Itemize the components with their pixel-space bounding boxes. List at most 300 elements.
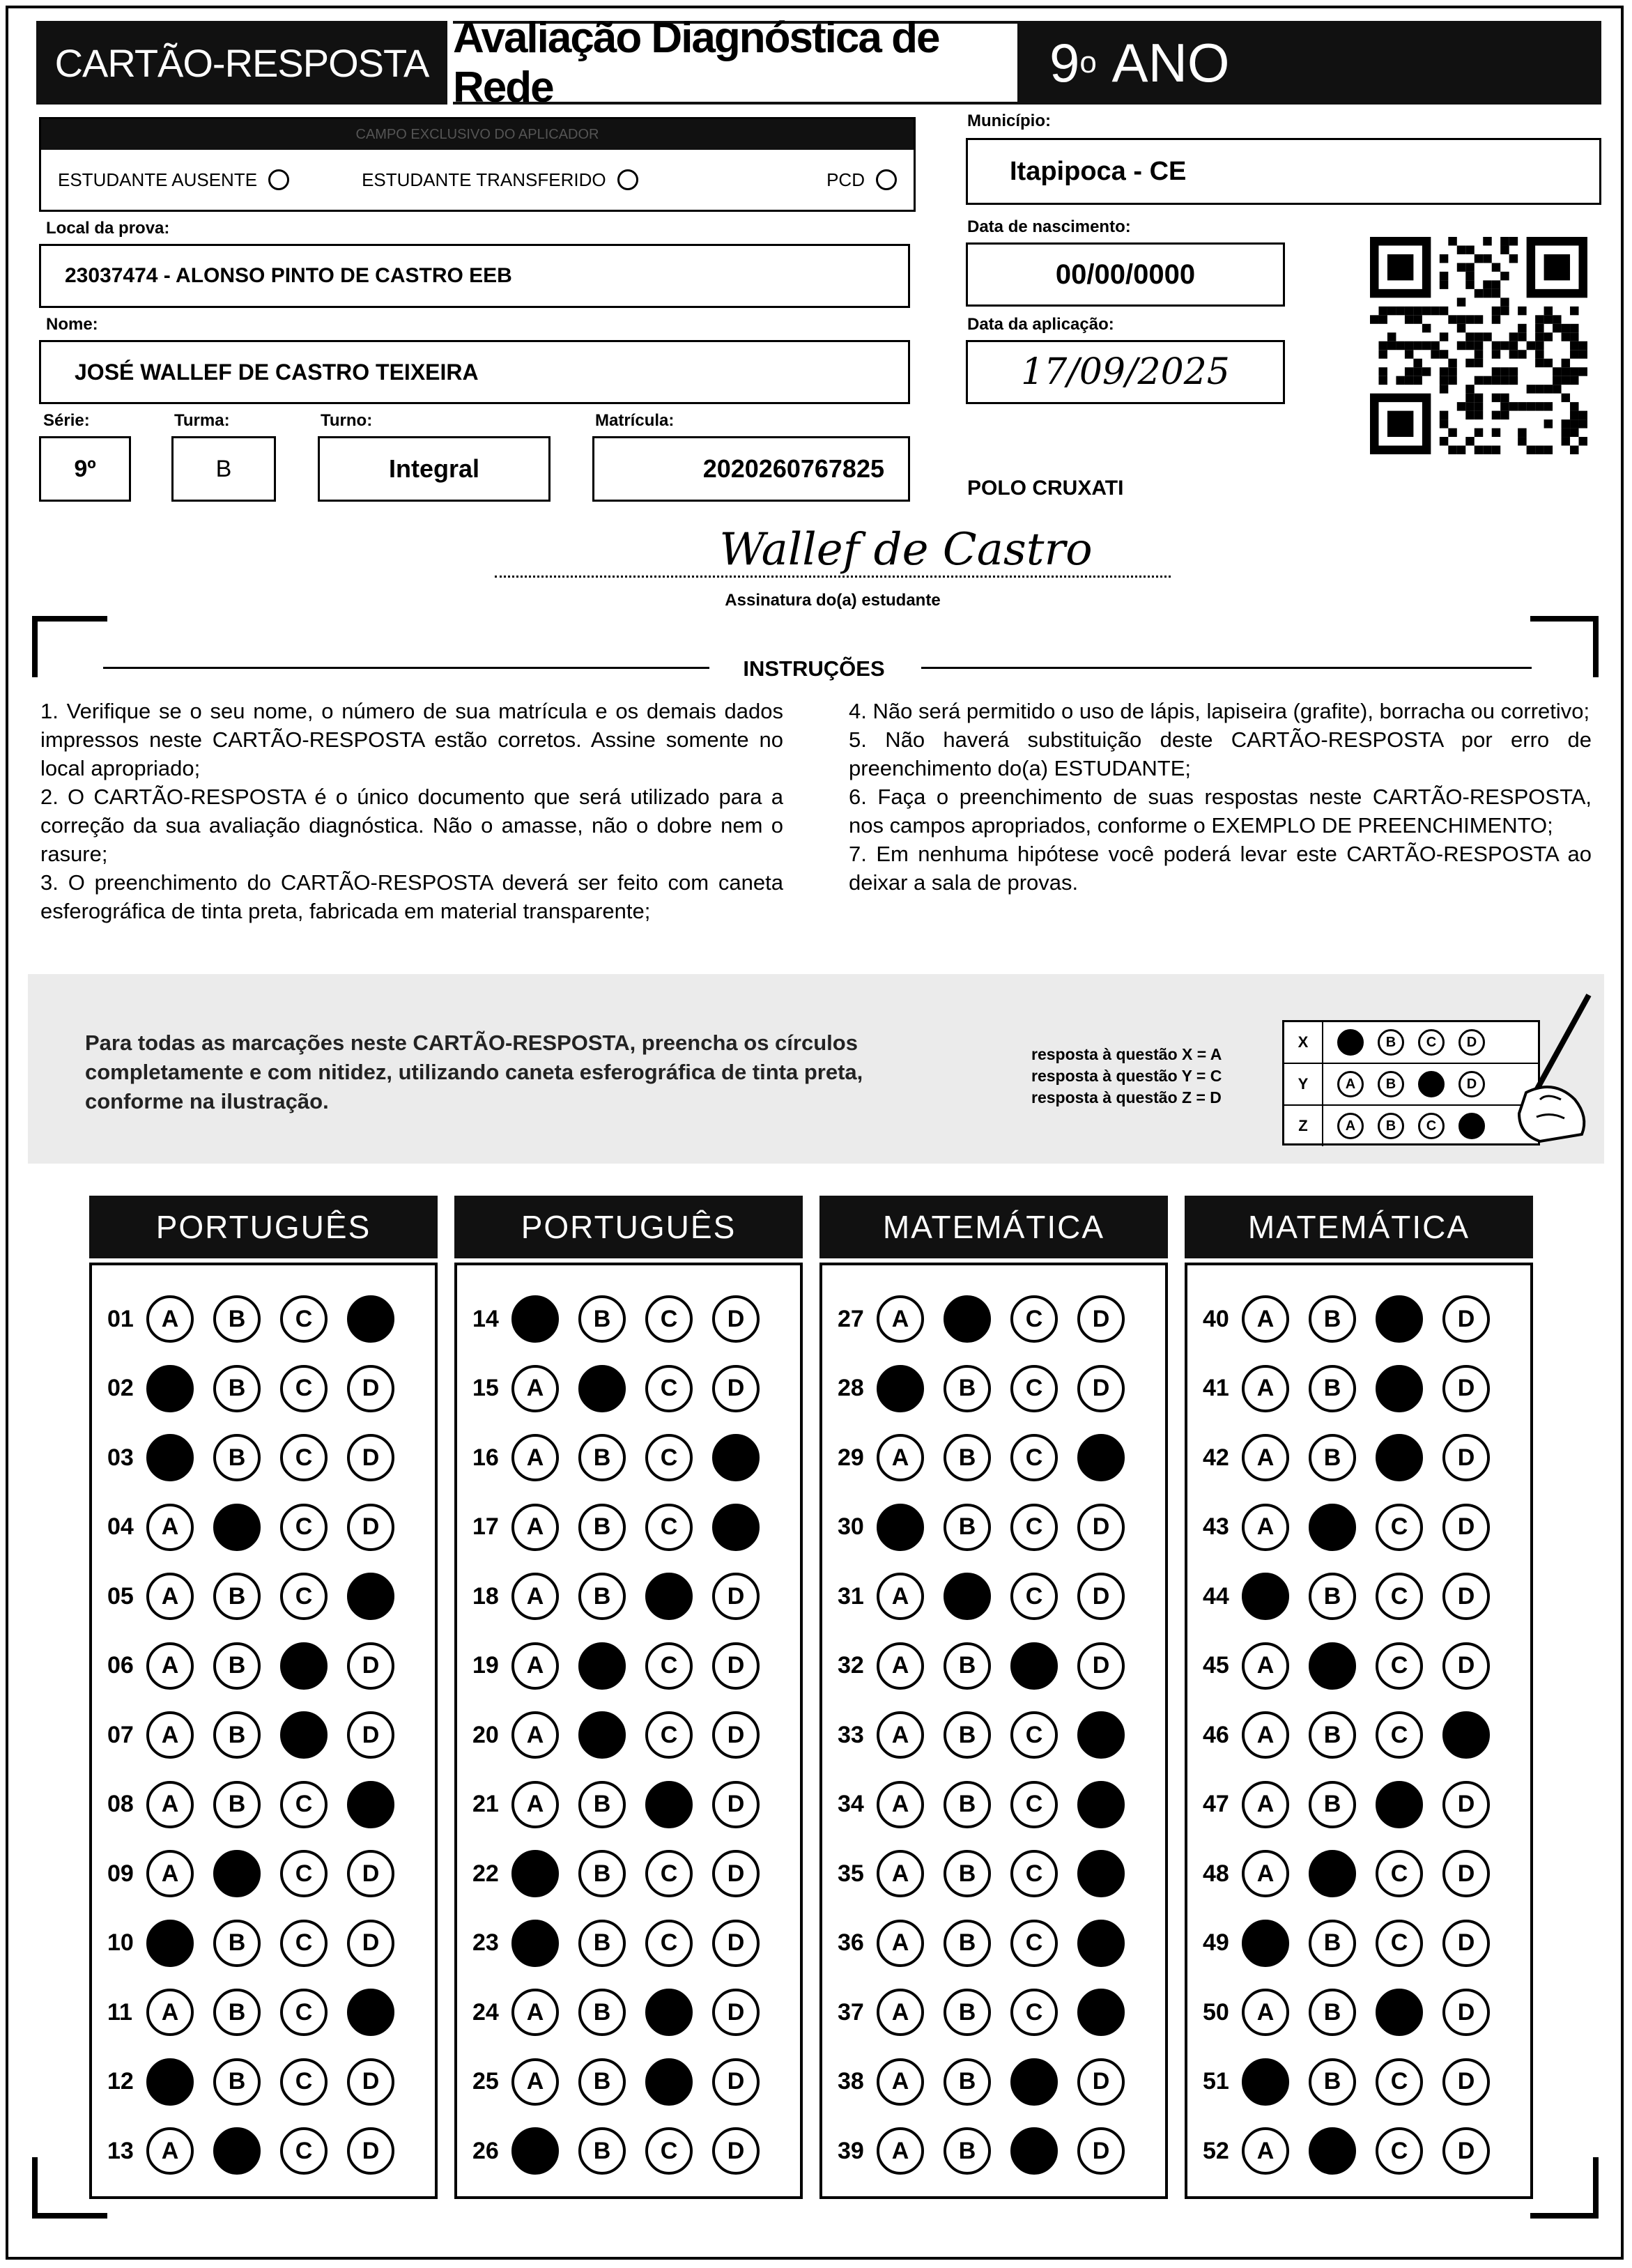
fill-example-text: Para todas as marcações neste CARTÃO-RESPOSTA, preencha os círculos completamente e com nitidez, utilizando caneta esferográfica de tinta preta, conforme na ilustração. — [85, 1031, 863, 1113]
answer-bubble-b[interactable]: B — [944, 1642, 991, 1690]
answer-bubble-a[interactable]: A — [146, 1573, 194, 1620]
qr-module — [1518, 324, 1526, 332]
answer-bubble-c[interactable] — [1376, 1781, 1423, 1828]
exam-location-label: Local da prova: — [46, 219, 170, 238]
answer-bubble-d[interactable] — [347, 1573, 394, 1620]
answer-bubble-d[interactable]: D — [347, 2127, 394, 2175]
answer-bubble-c[interactable]: C — [1010, 1781, 1058, 1828]
answer-bubble-a[interactable]: A — [877, 1573, 924, 1620]
answer-bubble-d[interactable]: D — [347, 2058, 394, 2106]
qr-module — [1570, 446, 1578, 454]
qr-module — [1570, 350, 1578, 358]
qr-module — [1518, 350, 1526, 358]
answer-bubble-c[interactable]: C — [280, 1365, 328, 1412]
answer-bubble-c[interactable]: C — [280, 1434, 328, 1481]
qr-module — [1570, 402, 1578, 410]
qr-module — [1579, 411, 1587, 419]
answer-bubble-c[interactable]: C — [1376, 1920, 1423, 1967]
answer-bubble-a[interactable]: A — [1242, 1711, 1289, 1759]
qr-module — [1483, 446, 1491, 454]
fill-example-banner — [28, 974, 1604, 1164]
answer-bubble-a[interactable] — [1242, 2058, 1289, 2106]
answer-bubble-b[interactable]: B — [213, 1989, 261, 2036]
instructions-left — [40, 697, 783, 925]
answer-bubble-c[interactable]: C — [1376, 2058, 1423, 2106]
answer-bubble-c[interactable]: C — [645, 1920, 693, 1967]
question-row — [107, 1293, 414, 1345]
qr-module — [1544, 332, 1553, 341]
qr-module — [1518, 402, 1526, 410]
answer-bubble-c[interactable]: C — [1010, 1989, 1058, 2036]
answer-bubble-c[interactable] — [645, 1573, 693, 1620]
answer-bubble-d[interactable]: D — [712, 1920, 760, 1967]
answer-bubble-d[interactable]: D — [712, 2127, 760, 2175]
answer-bubble-b[interactable]: B — [213, 1711, 261, 1759]
question-row — [838, 1571, 1144, 1622]
instruction-1: 1. Verifique se o seu nome, o número de sua matrícula e os demais dados impressos neste CARTÃO-RESPOSTA estão corretos. Assine somente no local apropriado; — [40, 699, 783, 780]
answer-bubble-a[interactable]: A — [511, 1711, 559, 1759]
qr-module — [1475, 254, 1483, 263]
answer-bubble-a[interactable]: A — [146, 1781, 194, 1828]
answer-bubble-a[interactable]: A — [1242, 1989, 1289, 2036]
qr-module — [1492, 263, 1500, 271]
answer-bubble-d[interactable]: D — [347, 1365, 394, 1412]
answer-bubble-d[interactable]: D — [712, 1711, 760, 1759]
answer-bubble-d[interactable]: D — [1442, 1504, 1490, 1551]
answer-bubble-a[interactable]: A — [511, 2058, 559, 2106]
question-number: 23 — [472, 1929, 499, 1956]
answer-bubble-c[interactable] — [1376, 1989, 1423, 2036]
answer-bubble-d[interactable]: D — [1442, 1295, 1490, 1343]
answer-bubble-a[interactable]: A — [877, 1711, 924, 1759]
answer-bubble-a[interactable]: A — [146, 2127, 194, 2175]
answer-bubble-c[interactable]: C — [1010, 1573, 1058, 1620]
answer-bubble-d[interactable]: D — [1077, 1504, 1125, 1551]
answer-bubble-d[interactable] — [1077, 1711, 1125, 1759]
answer-bubble-a[interactable]: A — [877, 1850, 924, 1897]
qr-module — [1475, 376, 1483, 385]
answer-bubble-b[interactable]: B — [944, 1989, 991, 2036]
answer-bubble-d[interactable]: D — [712, 1573, 760, 1620]
answer-bubble-b[interactable]: B — [944, 1365, 991, 1412]
qr-module — [1535, 385, 1544, 393]
answer-bubble-a[interactable]: A — [877, 2058, 924, 2106]
absent-checkbox[interactable] — [268, 169, 289, 190]
answer-bubble-a[interactable] — [511, 1850, 559, 1897]
answer-bubble-c[interactable]: C — [645, 1295, 693, 1343]
answer-bubble-c[interactable]: C — [1010, 1504, 1058, 1551]
qr-module — [1448, 429, 1456, 437]
qr-module — [1562, 376, 1570, 385]
answer-bubble-d[interactable] — [1077, 1989, 1125, 2036]
answer-bubble-a[interactable]: A — [511, 1434, 559, 1481]
answer-bubble-a[interactable]: A — [511, 1365, 559, 1412]
qr-module — [1562, 359, 1570, 367]
answer-bubble-a[interactable]: A — [146, 1504, 194, 1551]
enrollment-label: Matrícula: — [595, 411, 675, 430]
answer-bubble-b[interactable]: B — [578, 1573, 626, 1620]
answer-bubble-b[interactable] — [578, 1711, 626, 1759]
answer-bubble-b[interactable]: B — [944, 2058, 991, 2106]
answer-bubble-a[interactable]: A — [511, 1781, 559, 1828]
answer-bubble-b[interactable]: B — [578, 2058, 626, 2106]
answer-bubble-a[interactable] — [511, 2127, 559, 2175]
answer-bubble-b[interactable]: B — [578, 1989, 626, 2036]
answer-bubble-d[interactable] — [712, 1434, 760, 1481]
question-number: 29 — [838, 1444, 864, 1471]
answer-bubble-d[interactable]: D — [1077, 2127, 1125, 2175]
transferred-checkbox[interactable] — [617, 169, 638, 190]
answer-bubble-d[interactable]: D — [1077, 2058, 1125, 2106]
answer-bubble-d[interactable]: D — [712, 1365, 760, 1412]
answer-bubble-b[interactable]: B — [944, 2127, 991, 2175]
answer-bubble-b[interactable]: B — [1309, 1781, 1356, 1828]
answer-bubble-a[interactable] — [511, 1920, 559, 1967]
answer-bubble-d[interactable]: D — [347, 1642, 394, 1690]
question-row — [107, 1571, 414, 1622]
question-number: 06 — [107, 1652, 134, 1679]
qr-module — [1553, 367, 1561, 376]
answer-bubble-c[interactable]: C — [645, 1365, 693, 1412]
qr-module — [1483, 332, 1491, 341]
answer-bubble-c[interactable] — [1010, 2127, 1058, 2175]
answer-bubble-b[interactable]: B — [1309, 1573, 1356, 1620]
answer-bubble-d[interactable]: D — [1077, 1295, 1125, 1343]
question-number: 46 — [1203, 1721, 1229, 1748]
answer-bubble-b[interactable] — [1309, 1850, 1356, 1897]
answer-bubble-b[interactable] — [213, 1850, 261, 1897]
answer-bubble-b[interactable] — [213, 2127, 261, 2175]
answer-bubble-a[interactable]: A — [1242, 1434, 1289, 1481]
qr-module — [1535, 402, 1544, 410]
answer-bubble-c[interactable] — [1376, 1434, 1423, 1481]
answer-bubble-b[interactable]: B — [1309, 1365, 1356, 1412]
answer-bubble-b[interactable]: B — [578, 1434, 626, 1481]
answer-bubble-d[interactable]: D — [1442, 1850, 1490, 1897]
answer-bubble-c[interactable]: C — [280, 2058, 328, 2106]
answer-bubble-d[interactable]: D — [712, 1642, 760, 1690]
qr-module — [1465, 341, 1474, 350]
answer-bubble-a[interactable]: A — [877, 1295, 924, 1343]
answer-bubble-d[interactable] — [1442, 1711, 1490, 1759]
qr-module — [1483, 254, 1491, 263]
answer-bubble-a[interactable] — [1242, 1573, 1289, 1620]
answer-bubble-a[interactable]: A — [146, 1295, 194, 1343]
answer-bubble-c[interactable]: C — [645, 1711, 693, 1759]
answer-bubble-d[interactable] — [347, 1295, 394, 1343]
qr-module — [1492, 307, 1500, 315]
answer-bubble-c[interactable]: C — [280, 1989, 328, 2036]
answer-bubble-b[interactable]: B — [578, 1850, 626, 1897]
answer-bubble-d[interactable] — [1077, 1920, 1125, 1967]
answer-bubble-a[interactable] — [511, 1295, 559, 1343]
answer-bubble-a[interactable]: A — [877, 1642, 924, 1690]
question-row — [472, 1779, 779, 1830]
answer-bubble-a[interactable] — [146, 1434, 194, 1481]
question-number: 36 — [838, 1929, 864, 1956]
answer-bubble-d[interactable]: D — [712, 2058, 760, 2106]
answer-bubble-c[interactable]: C — [1376, 1573, 1423, 1620]
example-bubble-a: A — [1337, 1071, 1364, 1097]
question-number: 32 — [838, 1652, 864, 1679]
answer-bubble-c[interactable]: C — [1376, 1504, 1423, 1551]
qr-module — [1465, 411, 1474, 419]
question-number: 12 — [107, 2068, 134, 2095]
answer-bubble-d[interactable]: D — [712, 1295, 760, 1343]
answer-bubble-b[interactable]: B — [578, 1295, 626, 1343]
answer-bubble-b[interactable]: B — [944, 1920, 991, 1967]
example-bubble-c — [1418, 1071, 1445, 1097]
answer-bubble-c[interactable]: C — [280, 1920, 328, 1967]
answer-bubble-b[interactable] — [944, 1295, 991, 1343]
answer-bubble-c[interactable]: C — [1010, 1365, 1058, 1412]
answer-bubble-a[interactable]: A — [877, 1781, 924, 1828]
answer-bubble-a[interactable]: A — [511, 1504, 559, 1551]
qr-module — [1396, 376, 1404, 385]
qr-module — [1405, 376, 1413, 385]
qr-module — [1422, 367, 1431, 376]
answer-bubble-d[interactable]: D — [1442, 2058, 1490, 2106]
answer-bubble-a[interactable]: A — [1242, 1850, 1289, 1897]
answer-bubble-b[interactable] — [578, 1365, 626, 1412]
answer-bubble-d[interactable] — [712, 1504, 760, 1551]
answer-bubble-d[interactable]: D — [347, 1711, 394, 1759]
answer-bubble-d[interactable]: D — [1442, 1781, 1490, 1828]
answer-bubble-a[interactable]: A — [1242, 2127, 1289, 2175]
answer-bubble-a[interactable]: A — [511, 1642, 559, 1690]
question-number: 03 — [107, 1444, 134, 1471]
qr-module — [1440, 254, 1448, 263]
answer-bubble-c[interactable]: C — [280, 1781, 328, 1828]
answer-bubble-b[interactable]: B — [944, 1434, 991, 1481]
answer-bubble-a[interactable]: A — [146, 1642, 194, 1690]
answer-bubble-b[interactable] — [944, 1573, 991, 1620]
answer-bubble-b[interactable]: B — [578, 1920, 626, 1967]
answer-bubble-c[interactable]: C — [645, 1642, 693, 1690]
answer-bubble-c[interactable]: C — [1376, 1711, 1423, 1759]
answer-bubble-c[interactable] — [280, 1711, 328, 1759]
question-number: 15 — [472, 1375, 499, 1401]
answer-bubble-a[interactable] — [146, 1365, 194, 1412]
question-number: 04 — [107, 1513, 134, 1540]
question-row — [838, 2125, 1144, 2177]
answer-bubble-b[interactable]: B — [213, 1434, 261, 1481]
answer-bubble-a[interactable]: A — [146, 1850, 194, 1897]
answer-bubble-d[interactable]: D — [347, 1850, 394, 1897]
answer-bubble-b[interactable]: B — [213, 1573, 261, 1620]
answer-bubble-c[interactable]: C — [280, 2127, 328, 2175]
answer-bubble-b[interactable]: B — [213, 1642, 261, 1690]
answer-bubble-b[interactable]: B — [1309, 1434, 1356, 1481]
answer-bubble-d[interactable] — [347, 1989, 394, 2036]
qr-module — [1509, 367, 1518, 376]
answer-bubble-b[interactable] — [1309, 1504, 1356, 1551]
answer-bubble-b[interactable]: B — [1309, 1989, 1356, 2036]
answer-bubble-a[interactable]: A — [877, 2127, 924, 2175]
answer-bubble-d[interactable]: D — [1077, 1642, 1125, 1690]
answer-bubble-c[interactable] — [645, 1781, 693, 1828]
answer-bubble-a[interactable]: A — [877, 1989, 924, 2036]
example-bubble-a — [1337, 1029, 1364, 1056]
answer-bubble-c[interactable]: C — [280, 1573, 328, 1620]
answer-bubble-a[interactable]: A — [511, 1989, 559, 2036]
answer-bubble-c[interactable]: C — [1010, 1295, 1058, 1343]
answer-bubble-d[interactable]: D — [1442, 1920, 1490, 1967]
question-number: 41 — [1203, 1375, 1229, 1401]
qr-module — [1422, 324, 1431, 332]
answer-bubble-a[interactable] — [146, 1920, 194, 1967]
qr-module — [1396, 307, 1404, 315]
answer-bubble-b[interactable]: B — [213, 1295, 261, 1343]
answer-bubble-c[interactable] — [1010, 1642, 1058, 1690]
answer-bubble-c[interactable] — [1010, 2058, 1058, 2106]
answer-bubble-d[interactable] — [1077, 1781, 1125, 1828]
question-number: 13 — [107, 2137, 134, 2164]
answer-bubble-a[interactable]: A — [146, 1711, 194, 1759]
pcd-checkbox[interactable] — [876, 169, 897, 190]
answer-bubble-a[interactable]: A — [877, 1920, 924, 1967]
qr-module — [1544, 307, 1553, 315]
answer-bubble-d[interactable]: D — [347, 1504, 394, 1551]
answer-bubble-c[interactable]: C — [645, 1504, 693, 1551]
answer-bubble-d[interactable]: D — [712, 1781, 760, 1828]
answer-bubble-b[interactable]: B — [578, 1781, 626, 1828]
question-number: 47 — [1203, 1791, 1229, 1817]
answer-bubble-d[interactable]: D — [1077, 1573, 1125, 1620]
qr-module — [1465, 385, 1474, 393]
qr-module — [1405, 367, 1413, 376]
answer-bubble-c[interactable] — [1376, 1295, 1423, 1343]
qr-module — [1562, 324, 1570, 332]
answer-bubble-b[interactable]: B — [944, 1504, 991, 1551]
answer-bubble-c[interactable] — [1376, 1365, 1423, 1412]
question-number: 05 — [107, 1582, 134, 1610]
answer-bubble-a[interactable]: A — [511, 1573, 559, 1620]
qr-module — [1448, 237, 1456, 245]
qr-module — [1440, 376, 1448, 385]
answer-bubble-a[interactable]: A — [1242, 1365, 1289, 1412]
answer-bubble-a[interactable]: A — [1242, 1781, 1289, 1828]
question-number: 21 — [472, 1791, 499, 1817]
qr-module — [1457, 324, 1465, 332]
answer-bubble-c[interactable]: C — [1376, 2127, 1423, 2175]
answer-bubble-c[interactable]: C — [645, 1434, 693, 1481]
answer-bubble-d[interactable]: D — [1442, 1365, 1490, 1412]
answer-bubble-a[interactable] — [1242, 1920, 1289, 1967]
answer-bubble-d[interactable]: D — [1442, 1989, 1490, 2036]
answer-bubble-c[interactable]: C — [280, 1850, 328, 1897]
answer-bubble-a[interactable]: A — [1242, 1295, 1289, 1343]
answer-bubble-b[interactable]: B — [578, 2127, 626, 2175]
answer-bubble-d[interactable]: D — [1442, 1573, 1490, 1620]
answer-bubble-b[interactable]: B — [578, 1504, 626, 1551]
answer-bubble-c[interactable]: C — [645, 2127, 693, 2175]
answer-bubble-c[interactable]: C — [1010, 1434, 1058, 1481]
answer-bubble-b[interactable]: B — [944, 1850, 991, 1897]
qr-module — [1570, 367, 1578, 376]
answer-bubble-b[interactable] — [1309, 1642, 1356, 1690]
answer-bubble-a[interactable]: A — [146, 1989, 194, 2036]
answer-bubble-b[interactable]: B — [944, 1781, 991, 1828]
answer-bubble-c[interactable] — [280, 1642, 328, 1690]
qr-module — [1500, 237, 1509, 245]
answer-bubble-d[interactable] — [1077, 1434, 1125, 1481]
answer-bubble-c[interactable] — [645, 1989, 693, 2036]
qr-module — [1535, 359, 1544, 367]
answer-bubble-d[interactable] — [1077, 1850, 1125, 1897]
answer-bubble-b[interactable] — [213, 1504, 261, 1551]
question-row — [838, 1918, 1144, 1969]
qr-module — [1509, 254, 1518, 263]
answer-bubble-c[interactable]: C — [1376, 1642, 1423, 1690]
qr-module — [1570, 376, 1578, 385]
municipality-label: Município: — [967, 111, 1051, 130]
answer-bubble-d[interactable]: D — [712, 1850, 760, 1897]
answer-bubble-b[interactable]: B — [213, 1365, 261, 1412]
question-number: 52 — [1203, 2137, 1229, 2164]
qr-module — [1544, 385, 1553, 393]
answer-bubble-d[interactable] — [347, 1781, 394, 1828]
answer-bubble-a[interactable]: A — [1242, 1504, 1289, 1551]
qr-module — [1465, 245, 1474, 254]
answer-bubble-a[interactable] — [146, 2058, 194, 2106]
qr-module — [1465, 280, 1474, 288]
answer-bubble-c[interactable]: C — [280, 1295, 328, 1343]
answer-bubble-c[interactable]: C — [280, 1504, 328, 1551]
answer-bubble-b[interactable] — [578, 1642, 626, 1690]
answer-bubble-b[interactable]: B — [1309, 1920, 1356, 1967]
answer-bubble-b[interactable]: B — [213, 1781, 261, 1828]
answer-bubble-b[interactable]: B — [213, 2058, 261, 2106]
answer-bubble-d[interactable]: D — [347, 1920, 394, 1967]
answer-bubble-a[interactable] — [877, 1504, 924, 1551]
answer-bubble-c[interactable]: C — [645, 1850, 693, 1897]
qr-module — [1570, 419, 1578, 428]
answer-bubble-c[interactable]: C — [1010, 1711, 1058, 1759]
answer-bubble-b[interactable]: B — [1309, 1711, 1356, 1759]
answer-bubble-a[interactable]: A — [877, 1434, 924, 1481]
qr-module — [1579, 419, 1587, 428]
answer-bubble-d[interactable]: D — [1442, 1434, 1490, 1481]
corner-mark-top-left — [32, 616, 107, 677]
qr-module — [1440, 272, 1448, 280]
question-row — [1203, 2056, 1509, 2108]
answer-bubble-b[interactable]: B — [1309, 2058, 1356, 2106]
answer-bubble-c[interactable]: C — [1376, 1850, 1423, 1897]
answer-bubble-c[interactable] — [645, 2058, 693, 2106]
answer-bubble-b[interactable]: B — [944, 1711, 991, 1759]
answer-bubble-b[interactable] — [1309, 2127, 1356, 2175]
answer-bubble-b[interactable]: B — [213, 1920, 261, 1967]
question-row — [1203, 1987, 1509, 2038]
qr-module — [1509, 332, 1518, 341]
question-number: 24 — [472, 1998, 499, 2026]
answer-bubble-d[interactable]: D — [1442, 1642, 1490, 1690]
qr-module — [1387, 332, 1396, 341]
answer-bubble-d[interactable]: D — [347, 1434, 394, 1481]
answer-bubble-a[interactable] — [877, 1365, 924, 1412]
answer-bubble-d[interactable]: D — [1442, 2127, 1490, 2175]
answer-bubble-d[interactable]: D — [1077, 1365, 1125, 1412]
answer-bubble-c[interactable]: C — [1010, 1850, 1058, 1897]
answer-bubble-c[interactable]: C — [1010, 1920, 1058, 1967]
answer-bubble-b[interactable]: B — [1309, 1295, 1356, 1343]
answer-bubble-a[interactable]: A — [1242, 1642, 1289, 1690]
qr-module — [1405, 350, 1413, 358]
example-bubble-b: B — [1378, 1029, 1404, 1056]
answer-bubble-d[interactable]: D — [712, 1989, 760, 2036]
qr-module — [1527, 341, 1535, 350]
